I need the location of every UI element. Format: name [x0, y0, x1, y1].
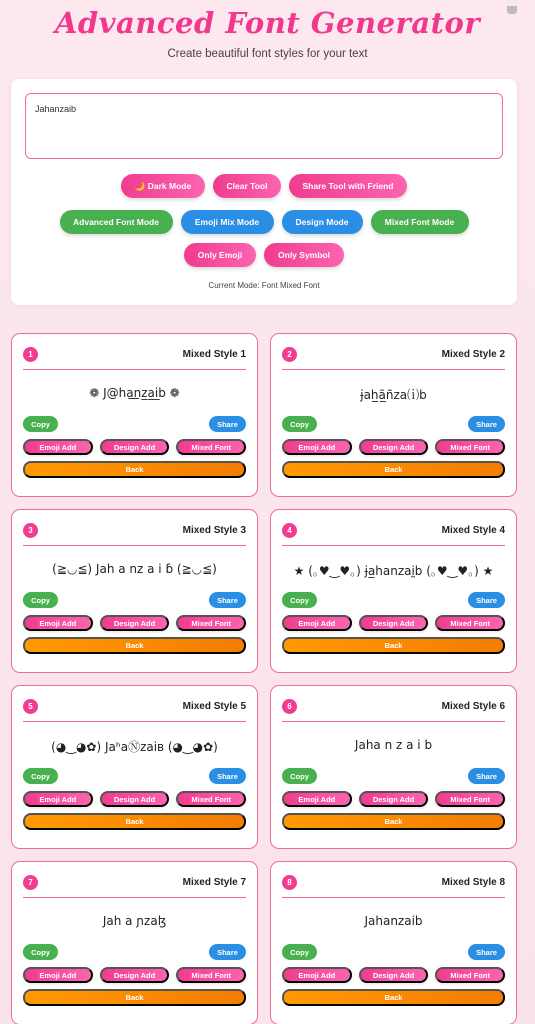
design-add-button[interactable]: Design Add: [100, 439, 170, 455]
style-card: [11, 509, 258, 673]
share-button[interactable]: Share: [209, 416, 246, 432]
back-button[interactable]: Back: [282, 637, 505, 654]
copy-button[interactable]: Copy: [282, 768, 317, 784]
emoji-add-button[interactable]: Emoji Add: [23, 439, 93, 455]
mixed-font-button[interactable]: Mixed Font: [176, 967, 246, 983]
card-header: [23, 520, 246, 546]
card-header: [23, 344, 246, 370]
style-card: [270, 333, 517, 497]
font-preview: (≧◡≦) Jah a nz a i ɓ (≧◡≦): [52, 562, 217, 576]
back-button[interactable]: Back: [282, 461, 505, 478]
font-preview: ★ (｡♥‿♥｡) ɉa̲hanzaḭb (｡♥‿♥｡) ★: [293, 564, 494, 578]
page-subtitle: Create beautiful font styles for your text: [167, 48, 368, 60]
share-button[interactable]: Share: [209, 592, 246, 608]
card-header: [282, 520, 505, 546]
card-title: Mixed Style 6: [441, 700, 505, 712]
emoji-add-button[interactable]: Emoji Add: [282, 439, 352, 455]
design-add-button[interactable]: Design Add: [359, 439, 429, 455]
font-preview: ❁ J@ha͟nz̲a̲i̲b ❁: [89, 386, 180, 400]
clear-tool-button[interactable]: Clear Tool: [213, 174, 281, 198]
copy-button[interactable]: Copy: [23, 768, 58, 784]
card-header: [23, 696, 246, 722]
filter-button-row: [25, 243, 503, 267]
mixed-font-button[interactable]: Mixed Font: [435, 439, 505, 455]
mixed-font-button[interactable]: Mixed Font: [435, 791, 505, 807]
card-title: Mixed Style 5: [182, 700, 246, 712]
card-actions: [23, 592, 246, 608]
card-header: [282, 872, 505, 898]
emoji-add-button[interactable]: Emoji Add: [23, 791, 93, 807]
style-card: [270, 509, 517, 673]
card-actions: [282, 416, 505, 432]
mixed-font-button[interactable]: Mixed Font: [176, 615, 246, 631]
copy-button[interactable]: Copy: [23, 416, 58, 432]
font-preview: Jaհ a ɲzaɮ: [102, 914, 167, 928]
add-button-row: [282, 615, 505, 631]
back-button[interactable]: Back: [23, 813, 246, 830]
card-header: [282, 344, 505, 370]
font-preview: ɉah̲ã̲ñza⒤b: [360, 388, 427, 402]
card-number-badge: 1: [23, 347, 38, 362]
only-symbol-button[interactable]: Only Symbol: [264, 243, 344, 267]
advanced-font-mode-button[interactable]: Advanced Font Mode: [60, 210, 173, 234]
page-title: Advanced Font Generator: [54, 6, 481, 40]
card-actions: [23, 768, 246, 784]
add-button-row: [23, 439, 246, 455]
card-number-badge: 3: [23, 523, 38, 538]
card-actions: [282, 944, 505, 960]
font-preview: Jaha n z a i b: [354, 738, 433, 752]
style-card: [270, 685, 517, 849]
card-actions: [23, 416, 246, 432]
generator-panel: [11, 79, 517, 305]
card-actions: [282, 768, 505, 784]
account-icon[interactable]: [507, 6, 517, 14]
design-add-button[interactable]: Design Add: [359, 967, 429, 983]
style-card: [11, 333, 258, 497]
back-button[interactable]: Back: [282, 989, 505, 1006]
mixed-font-button[interactable]: Mixed Font: [435, 967, 505, 983]
share-button[interactable]: Share: [468, 944, 505, 960]
share-tool-button[interactable]: Share Tool with Friend: [289, 174, 407, 198]
mixed-font-button[interactable]: Mixed Font: [176, 439, 246, 455]
share-button[interactable]: Share: [209, 768, 246, 784]
only-emoji-button[interactable]: Only Emoji: [184, 243, 256, 267]
card-title: Mixed Style 4: [441, 524, 505, 536]
design-add-button[interactable]: Design Add: [100, 615, 170, 631]
copy-button[interactable]: Copy: [23, 592, 58, 608]
card-number-badge: 2: [282, 347, 297, 362]
design-add-button[interactable]: Design Add: [359, 615, 429, 631]
mixed-font-mode-button[interactable]: Mixed Font Mode: [371, 210, 469, 234]
card-number-badge: 5: [23, 699, 38, 714]
card-title: Mixed Style 1: [182, 348, 246, 360]
card-number-badge: 4: [282, 523, 297, 538]
card-actions: [282, 592, 505, 608]
card-title: Mixed Style 3: [182, 524, 246, 536]
design-add-button[interactable]: Design Add: [100, 967, 170, 983]
design-add-button[interactable]: Design Add: [100, 791, 170, 807]
style-card: [270, 861, 517, 1024]
emoji-add-button[interactable]: Emoji Add: [282, 791, 352, 807]
back-button[interactable]: Back: [23, 461, 246, 478]
add-button-row: [282, 439, 505, 455]
card-title: Mixed Style 2: [441, 348, 505, 360]
back-button[interactable]: Back: [23, 637, 246, 654]
font-preview: Jahanzaib: [364, 914, 423, 928]
design-mode-button[interactable]: Design Mode: [282, 210, 363, 234]
copy-button[interactable]: Copy: [282, 416, 317, 432]
share-button[interactable]: Share: [468, 416, 505, 432]
add-button-row: [282, 791, 505, 807]
current-mode-label: Current Mode: Font Mixed Font: [208, 281, 320, 290]
emoji-add-button[interactable]: Emoji Add: [282, 615, 352, 631]
add-button-row: [23, 791, 246, 807]
dark-mode-button[interactable]: 🌙 Dark Mode: [121, 174, 205, 198]
font-preview: (◕‿◕✿) JaʰaⓃzaiʙ (◕‿◕✿): [51, 740, 218, 754]
emoji-add-button[interactable]: Emoji Add: [282, 967, 352, 983]
copy-button[interactable]: Copy: [23, 944, 58, 960]
mixed-font-button[interactable]: Mixed Font: [435, 615, 505, 631]
back-button[interactable]: Back: [282, 813, 505, 830]
utility-button-row: [25, 174, 503, 198]
card-number-badge: 8: [282, 875, 297, 890]
card-actions: [23, 944, 246, 960]
add-button-row: [23, 967, 246, 983]
add-button-row: [23, 615, 246, 631]
back-button[interactable]: Back: [23, 989, 246, 1006]
add-button-row: [282, 967, 505, 983]
card-title: Mixed Style 8: [441, 876, 505, 888]
style-card: [11, 685, 258, 849]
share-button[interactable]: Share: [468, 592, 505, 608]
design-add-button[interactable]: Design Add: [359, 791, 429, 807]
copy-button[interactable]: Copy: [282, 592, 317, 608]
text-input[interactable]: [25, 93, 503, 159]
card-header: [23, 872, 246, 898]
card-number-badge: 7: [23, 875, 38, 890]
card-title: Mixed Style 7: [182, 876, 246, 888]
emoji-add-button[interactable]: Emoji Add: [23, 967, 93, 983]
emoji-add-button[interactable]: Emoji Add: [23, 615, 93, 631]
emoji-mix-mode-button[interactable]: Emoji Mix Mode: [181, 210, 274, 234]
card-header: [282, 696, 505, 722]
mode-button-row: [25, 210, 503, 234]
style-card-grid: [11, 333, 518, 1024]
card-number-badge: 6: [282, 699, 297, 714]
style-card: [11, 861, 258, 1024]
copy-button[interactable]: Copy: [282, 944, 317, 960]
share-button[interactable]: Share: [209, 944, 246, 960]
share-button[interactable]: Share: [468, 768, 505, 784]
mixed-font-button[interactable]: Mixed Font: [176, 791, 246, 807]
